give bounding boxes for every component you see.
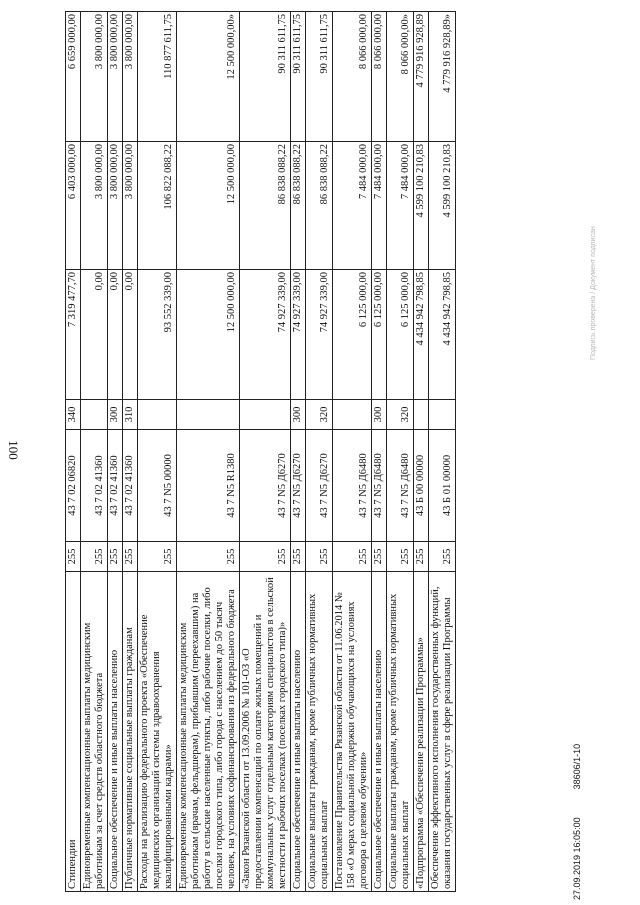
row-value-2021: 110 877 611,75 (138, 12, 177, 142)
row-value-2021: 3 800 000,00 (108, 12, 123, 142)
row-name: Постановление Правительства Рязанской области от 11.06.2014 № 158 «О мерах социальной поддержки обучающихся на условиях договора о целевом обучении» (333, 572, 372, 892)
row-vr: 320 (387, 400, 414, 430)
row-name: Социальное обеспечение и иные выплаты населению (291, 572, 306, 892)
row-name: Стипендии (66, 572, 81, 892)
row-vr: 340 (66, 400, 81, 430)
row-vr (138, 400, 177, 430)
row-vr: 300 (108, 400, 123, 430)
row-name: Единовременные компенсационные выплаты медицинским работникам (врачам, фельдшерам), прибывшим (переехавшим) на работу в сельские населенные пункты, либо рабочие поселки, либо поселки городского типа, либо города с населением до 50 тысяч человек, на условиях софинансирования из федерального бюджета (177, 572, 240, 892)
row-code: 43 7 02 41360 (81, 430, 108, 542)
row-value-2019: 0,00 (108, 270, 123, 400)
row-ved: 255 (306, 542, 333, 572)
row-name: Социальные выплаты гражданам, кроме публичных нормативных социальных выплат (306, 572, 333, 892)
row-code: 43 Б 00 00000 (414, 430, 429, 542)
table-row (372, 12, 387, 892)
table-row (81, 12, 108, 892)
row-name: Социальное обеспечение и иные выплаты населению (108, 572, 123, 892)
row-value-2019: 93 552 339,00 (138, 270, 177, 400)
row-value-2019: 4 434 942 798,85 (414, 270, 429, 400)
row-ved: 255 (177, 542, 240, 572)
row-value-2020: 86 838 088,22 (306, 142, 333, 270)
row-value-2021: 8 066 000,00 (333, 12, 372, 142)
row-value-2021: 8 066 000,00 (372, 12, 387, 142)
table-row (414, 12, 429, 892)
row-code: 43 7 N5 Д6480 (333, 430, 372, 542)
row-name: Расходы на реализацию федерального проекта «Обеспечение медицинских организаций системы здравоохранения квалифицированными кадрами» (138, 572, 177, 892)
row-value-2020: 86 838 088,22 (240, 142, 291, 270)
row-ved: 255 (372, 542, 387, 572)
row-value-2021: 3 800 000,00 (123, 12, 138, 142)
row-ved: 255 (387, 542, 414, 572)
row-code: 43 Б 01 00000 (429, 430, 456, 542)
row-value-2019: 6 125 000,00 (372, 270, 387, 400)
page-number-text: 100 (6, 440, 21, 460)
rotated-table-wrapper (65, 12, 565, 892)
row-ved: 255 (429, 542, 456, 572)
row-value-2020: 7 484 000,00 (372, 142, 387, 270)
row-value-2021: 6 659 000,00 (66, 12, 81, 142)
row-name: Публичные нормативные социальные выплаты гражданам (123, 572, 138, 892)
row-value-2019: 74 927 339,00 (240, 270, 291, 400)
table-row (333, 12, 372, 892)
row-value-2020: 7 484 000,00 (387, 142, 414, 270)
budget-table (65, 11, 456, 892)
row-value-2019: 6 125 000,00 (333, 270, 372, 400)
row-name: Единовременные компенсационные выплаты медицинским работникам за счет средств областного бюджета (81, 572, 108, 892)
row-vr (333, 400, 372, 430)
table-row (177, 12, 240, 892)
row-value-2021: 3 800 000,00 (81, 12, 108, 142)
row-value-2021: 90 311 611,75 (291, 12, 306, 142)
row-value-2019: 0,00 (81, 270, 108, 400)
row-ved: 255 (108, 542, 123, 572)
row-vr (177, 400, 240, 430)
document-page (40, 0, 590, 905)
row-code: 43 7 N5 R1380 (177, 430, 240, 542)
row-vr: 320 (306, 400, 333, 430)
row-value-2020: 86 838 088,22 (291, 142, 306, 270)
row-code: 43 7 N5 Д6270 (306, 430, 333, 542)
row-value-2020: 3 800 000,00 (123, 142, 138, 270)
table-row (306, 12, 333, 892)
table-row (387, 12, 414, 892)
budget-table-body (66, 12, 456, 892)
row-name: Социальные выплаты гражданам, кроме публичных нормативных социальных выплат (387, 572, 414, 892)
row-name: Обеспечение эффективного исполнения государственных функций, оказания государственных услуг в сфере реализации Программы (429, 572, 456, 892)
row-vr: 300 (291, 400, 306, 430)
row-vr: 310 (123, 400, 138, 430)
row-name: «Подпрограмма «Обеспечение реализации Программы» (414, 572, 429, 892)
table-row (123, 12, 138, 892)
row-ved: 255 (123, 542, 138, 572)
row-value-2019: 0,00 (123, 270, 138, 400)
row-ved: 255 (138, 542, 177, 572)
row-vr (240, 400, 291, 430)
table-row (66, 12, 81, 892)
row-code: 43 7 N5 Д6270 (291, 430, 306, 542)
row-value-2020: 3 800 000,00 (81, 142, 108, 270)
row-value-2019: 4 434 942 798,85 (429, 270, 456, 400)
row-value-2021: 4 779 916 928,89 (414, 12, 429, 142)
table-row (108, 12, 123, 892)
table-row (429, 12, 456, 892)
row-code: 43 7 N5 00000 (138, 430, 177, 542)
row-value-2020: 6 403 000,00 (66, 142, 81, 270)
row-ved: 255 (81, 542, 108, 572)
row-code: 43 7 N5 Д6480 (387, 430, 414, 542)
row-value-2021: 8 066 000,00» (387, 12, 414, 142)
row-value-2019: 6 125 000,00 (387, 270, 414, 400)
row-ved: 255 (240, 542, 291, 572)
row-code: 43 7 02 41360 (108, 430, 123, 542)
row-code: 43 7 02 06820 (66, 430, 81, 542)
row-name: Социальное обеспечение и иные выплаты населению (372, 572, 387, 892)
row-code: 43 7 N5 Д6480 (372, 430, 387, 542)
row-value-2021: 90 311 611,75 (240, 12, 291, 142)
table-row (291, 12, 306, 892)
row-code: 43 7 02 41360 (123, 430, 138, 542)
footer-timestamp: 27.09.2019 16:05:00 (572, 817, 582, 900)
row-value-2019: 7 319 477,70 (66, 270, 81, 400)
signature-stamp (590, 226, 618, 520)
row-ved: 255 (333, 542, 372, 572)
row-value-2021: 12 500 000,00» (177, 12, 240, 142)
footer-row (572, 744, 582, 900)
row-vr (429, 400, 456, 430)
row-value-2021: 4 779 916 928,89» (429, 12, 456, 142)
row-value-2020: 3 800 000,00 (108, 142, 123, 270)
row-code: 43 7 N5 Д6270 (240, 430, 291, 542)
row-value-2019: 74 927 339,00 (306, 270, 333, 400)
stamp-text: Подпись проверена / Документ подписан (590, 226, 597, 360)
row-value-2021: 90 311 611,75 (306, 12, 333, 142)
row-ved: 255 (291, 542, 306, 572)
row-vr (81, 400, 108, 430)
row-ved: 255 (414, 542, 429, 572)
row-ved: 255 (66, 542, 81, 572)
row-value-2019: 74 927 339,00 (291, 270, 306, 400)
row-value-2020: 106 822 088,22 (138, 142, 177, 270)
row-value-2020: 7 484 000,00 (333, 142, 372, 270)
row-value-2020: 4 599 100 210,83 (414, 142, 429, 270)
row-vr (414, 400, 429, 430)
row-vr: 300 (372, 400, 387, 430)
table-row (240, 12, 291, 892)
footer-doc-code: 38606/1-10 (572, 743, 582, 790)
row-name: «Закон Рязанской области от 13.09.2006 № 101-ОЗ «О предоставлении компенсаций по оплате жилых помещений и коммунальных услуг отдельным категориям специалистов в сельской местности и рабочих поселках (поселках городского типа)» (240, 572, 291, 892)
row-value-2020: 4 599 100 210,83 (429, 142, 456, 270)
page-number (6, 430, 20, 470)
row-value-2020: 12 500 000,00 (177, 142, 240, 270)
table-row (138, 12, 177, 892)
row-value-2019: 12 500 000,00 (177, 270, 240, 400)
